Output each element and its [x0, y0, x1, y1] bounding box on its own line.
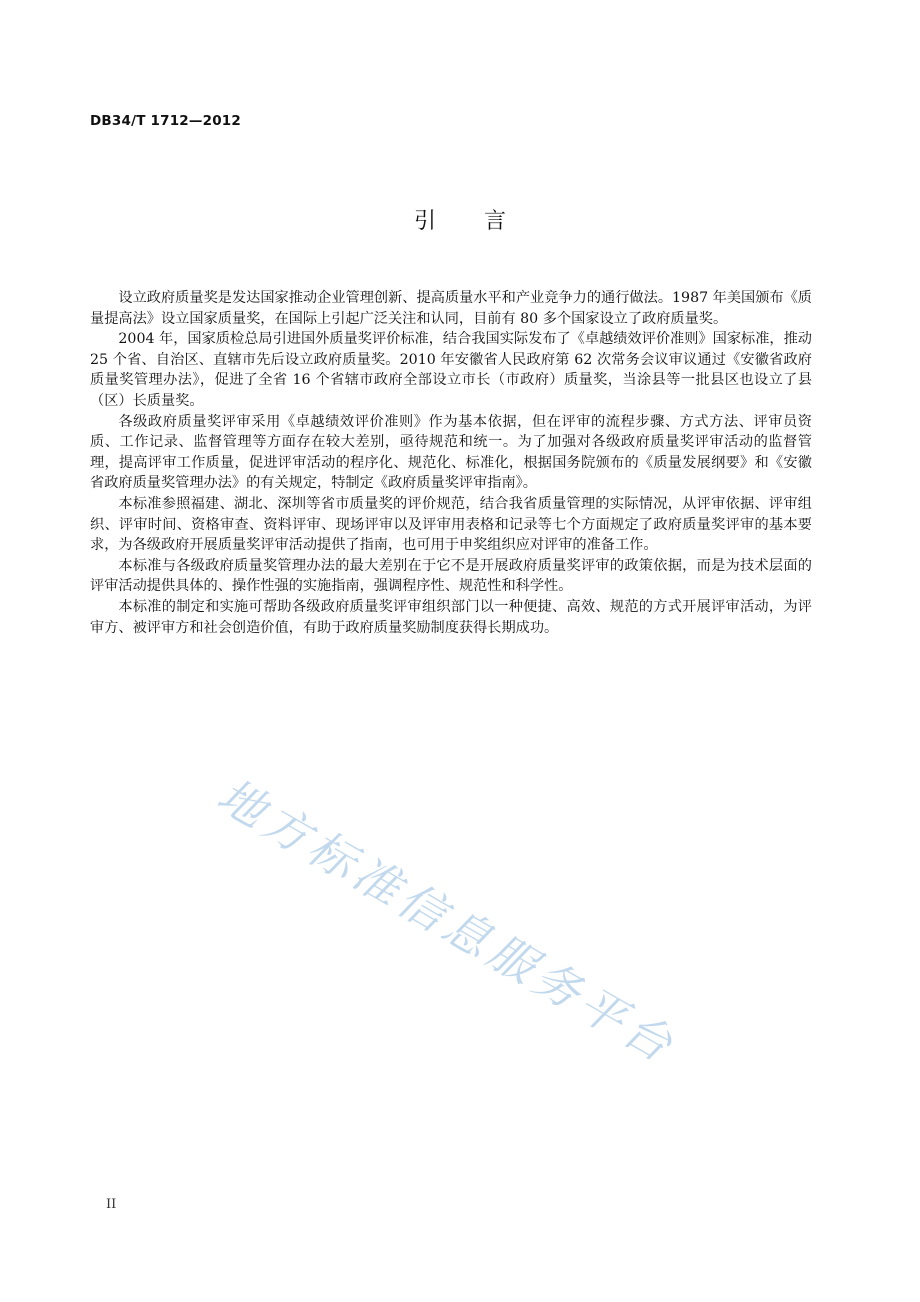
title-char-2: 言 [484, 209, 507, 234]
paragraph-2: 2004 年，国家质检总局引进国外质量奖评价标准，结合我国实际发布了《卓越绩效评价准则》国家标准，推动 25 个省、自治区、直辖市先后设立政府质量奖。2010 年安徽省人民政府第 62 次常务会议审议通过《安徽省政府质量奖管理办法》，促进了全省 16 个省辖市政府全部设立市长（市政府）质量奖，当涂县等一批县区也设立了县（区）长质量奖。 [90, 331, 812, 409]
paragraph-4: 本标准参照福建、湖北、深圳等省市质量奖的评价规范，结合我省质量管理的实际情况，从评审依据、评审组织、评审时间、资格审查、资料评审、现场评审以及评审用表格和记录等七个方面规定了政府质量奖评审的基本要求，为各级政府开展质量奖评审活动提供了指南，也可用于申奖组织应对评审的准备工作。 [90, 495, 812, 554]
paragraph-5: 本标准与各级政府质量奖管理办法的最大差别在于它不是开展政府质量奖评审的政策依据，而是为技术层面的评审活动提供具体的、操作性强的实施指南，强调程序性、规范性和科学性。 [90, 557, 812, 595]
document-code: DB34/T 1712—2012 [90, 113, 241, 129]
title-char-1: 引 [413, 209, 436, 234]
watermark: 地方标准信息服务平台 [208, 767, 686, 1075]
paragraph-6: 本标准的制定和实施可帮助各级政府质量奖评审组织部门以一种便捷、高效、规范的方式开展评审活动，为评审方、被评审方和社会创造价值，有助于政府质量奖励制度获得长期成功。 [90, 598, 812, 636]
page-title [0, 204, 920, 235]
paragraph-1: 设立政府质量奖是发达国家推动企业管理创新、提高质量水平和产业竞争力的通行做法。1987 年美国颁布《质量提高法》设立国家质量奖，在国际上引起广泛关注和认同，目前有 80 多个国家设立了政府质量奖。 [90, 290, 812, 327]
page-number: II [106, 1197, 117, 1212]
paragraph-3: 各级政府质量奖评审采用《卓越绩效评价准则》作为基本依据，但在评审的流程步骤、方式方法、评审员资质、工作记录、监督管理等方面存在较大差别，亟待规范和统一。为了加强对各级政府质量奖评审活动的监督管理，提高评审工作质量，促进评审活动的程序化、规范化、标准化，根据国务院颁布的《质量发展纲要》和《安徽省政府质量奖管理办法》的有关规定，特制定《政府质量奖评审指南》。 [90, 413, 812, 492]
foreword-body [90, 288, 812, 638]
